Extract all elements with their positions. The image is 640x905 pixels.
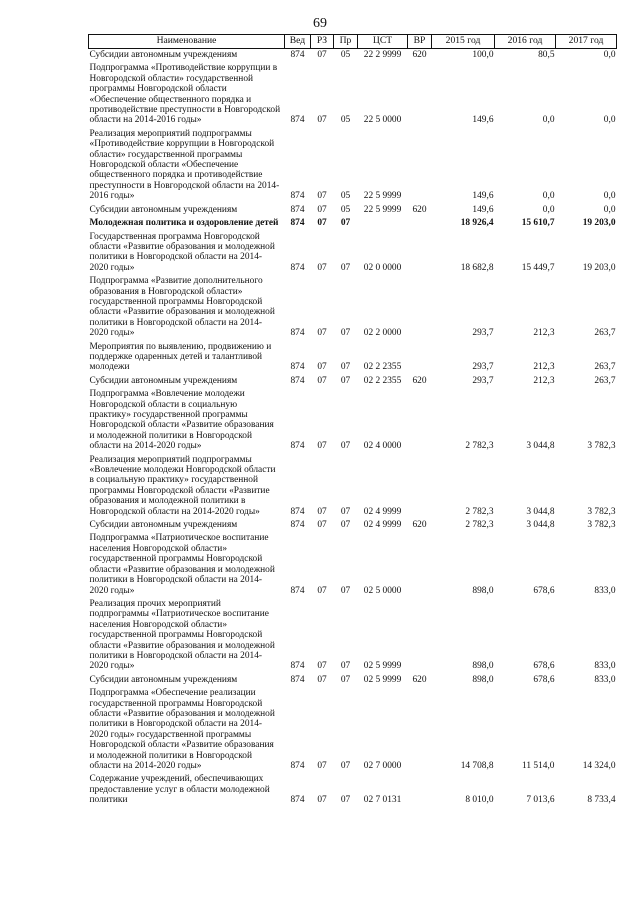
cell-2017: 3 782,3 [587, 506, 616, 517]
cell-2016: 678,6 [533, 585, 555, 596]
cell-2015: 2 782,3 [465, 520, 494, 531]
table-row [89, 773, 617, 807]
cell-2015: 898,0 [472, 674, 494, 685]
cell-name: Реализация мероприятий подпрограммы «Противодействие коррупции в Новгородской области» государственной программы Новгородской области «Обеспечение общественного порядка и противодействие преступности в Новгородской области на 2014-2016 годы» [89, 128, 280, 202]
cell-2017: 0,0 [603, 115, 616, 126]
cell-name: Содержание учреждений, обеспечивающих предоставление услуг в области молодежной политики [89, 774, 270, 806]
cell-vr [408, 275, 432, 340]
cell-2017: 3 782,3 [587, 441, 616, 452]
cell-2015: 2 782,3 [465, 441, 494, 452]
cell-2017: 263,7 [594, 328, 616, 339]
cell-ved: 874 [290, 761, 305, 771]
cell-rz: 07 [317, 441, 327, 452]
cell-vr: 620 [412, 375, 427, 386]
cell-2015: 14 708,8 [460, 761, 494, 771]
table-body [89, 49, 617, 808]
cell-2015: 100,0 [472, 50, 494, 60]
cell-name: Реализация мероприятий подпрограммы «Вовлечение молодежи Новгородской области в социальную практику» государственной программы Новгородской области «Развитие образования и молодежной политики в Новгородской области на 2014-2020 годы» [89, 454, 276, 517]
cell-vr [408, 231, 432, 276]
cell-pr: 07 [340, 761, 351, 771]
cell-cst: 02 7 0000 [363, 761, 402, 771]
cell-vr [408, 454, 432, 519]
cell-rz: 07 [317, 328, 327, 339]
cell-2017: 14 324,0 [582, 761, 616, 771]
cell-pr: 05 [340, 204, 351, 215]
header-pr: Пр [334, 35, 358, 49]
cell-ved: 874 [290, 520, 305, 531]
cell-2015: 149,6 [472, 115, 494, 126]
table-row [89, 598, 617, 674]
header-2016: 2016 год [495, 35, 556, 49]
header-2015: 2015 год [432, 35, 495, 49]
cell-2015: 898,0 [472, 585, 494, 596]
cell-vr [408, 388, 432, 453]
cell-rz: 07 [317, 50, 327, 60]
cell-name: Субсидии автономным учреждениям [89, 520, 238, 531]
table-row [89, 204, 617, 217]
cell-cst: 02 5 9999 [363, 674, 402, 685]
cell-2017: 263,7 [594, 375, 616, 386]
cell-rz: 07 [317, 585, 327, 596]
budget-table [88, 34, 617, 808]
cell-name: Подпрограмма «Противодействие коррупции в Новгородской области» государственной программы Новгородской области «Обеспечение общественного порядка и противодействие преступности в Новгородской области на 2014-2016 годы» [89, 63, 281, 126]
cell-ved: 874 [290, 115, 305, 126]
cell-2015: 293,7 [472, 362, 494, 373]
cell-rz: 07 [317, 218, 327, 229]
cell-pr: 07 [340, 262, 351, 273]
table-row [89, 231, 617, 276]
cell-vr: 620 [412, 204, 427, 215]
table-row [89, 674, 617, 687]
cell-2017: 0,0 [603, 50, 616, 60]
cell-2016: 15 449,7 [521, 262, 555, 273]
cell-name: Субсидии автономным учреждениям [89, 375, 238, 386]
cell-pr: 07 [340, 585, 351, 596]
cell-name: Субсидии автономным учреждениям [89, 50, 238, 60]
cell-vr [408, 62, 432, 127]
cell-2017: 263,7 [594, 362, 616, 373]
cell-rz: 07 [317, 674, 327, 685]
table-row [89, 62, 617, 127]
cell-name: Реализация прочих мероприятий подпрограммы «Патриотическое воспитание населения Новгородской области» государственной программы Новгородской области «Развитие образования и молодежной политики в Новгородской области на 2014-2020 годы» [89, 598, 275, 672]
table-row [89, 375, 617, 388]
cell-ved: 874 [290, 328, 305, 339]
cell-2015: 293,7 [472, 375, 494, 386]
cell-2016: 15 610,7 [521, 218, 555, 229]
cell-vr [408, 532, 432, 597]
cell-pr: 07 [340, 441, 351, 452]
cell-2016: 11 514,0 [522, 761, 555, 771]
cell-ved: 874 [290, 362, 305, 373]
cell-cst: 02 7 0131 [363, 795, 402, 806]
cell-2016: 212,3 [533, 328, 555, 339]
cell-cst: 02 4 0000 [363, 441, 402, 452]
cell-2016: 678,6 [533, 674, 555, 685]
cell-2016: 3 044,8 [526, 506, 555, 517]
header-ved: Вед [285, 35, 311, 49]
cell-pr: 07 [340, 674, 351, 685]
table-row [89, 341, 617, 375]
table-row [89, 128, 617, 204]
cell-2016: 80,5 [538, 50, 555, 60]
cell-name: Подпрограмма «Обеспечение реализации государственной программы Новгородской области «Развитие образования и молодежной политики в Новгородской области на 2014-2020 годы» государственной программы Новгородской области «Развитие образования и молодежной политики в Новгородской области на 2014-2020 годы» [89, 688, 275, 771]
cell-name: Подпрограмма «Патриотическое воспитание населения Новгородской области» государственной программы Новгородской области «Развитие образования и молодежной политики в Новгородской области на 2014-2020 годы» [89, 533, 275, 596]
cell-rz: 07 [317, 115, 327, 126]
cell-name: Молодежная политика и оздоровление детей [89, 218, 279, 229]
table-row [89, 49, 617, 63]
cell-2017: 19 203,0 [582, 262, 616, 273]
cell-ved: 874 [290, 204, 305, 215]
cell-cst: 02 2 2355 [363, 362, 402, 373]
cell-pr: 07 [340, 362, 351, 373]
cell-2017: 833,0 [594, 661, 616, 672]
cell-ved: 874 [290, 50, 305, 60]
cell-2017: 833,0 [594, 674, 616, 685]
cell-pr: 07 [340, 375, 351, 386]
cell-name: Субсидии автономным учреждениям [89, 674, 238, 685]
cell-2016: 212,3 [533, 375, 555, 386]
cell-pr: 07 [340, 218, 351, 229]
cell-2015: 293,7 [472, 328, 494, 339]
cell-ved: 874 [290, 375, 305, 386]
table-row [89, 454, 617, 519]
cell-vr: 620 [412, 50, 427, 60]
header-vr: ВР [408, 35, 432, 49]
cell-name: Мероприятия по выявлению, продвижению и поддержке одаренных детей и талантливой молодежи [89, 341, 272, 373]
cell-2017: 3 782,3 [587, 520, 616, 531]
header-name: Наименование [89, 35, 285, 49]
cell-vr [408, 598, 432, 674]
cell-rz: 07 [317, 191, 327, 202]
cell-cst: 22 2 9999 [363, 50, 402, 60]
cell-rz: 07 [317, 204, 327, 215]
cell-rz: 07 [317, 262, 327, 273]
cell-cst: 02 4 9999 [363, 520, 402, 531]
cell-rz: 07 [317, 362, 327, 373]
cell-2015: 149,6 [472, 191, 494, 202]
cell-2016: 0,0 [542, 115, 555, 126]
cell-2015: 149,6 [472, 204, 494, 215]
table-row [89, 217, 617, 230]
table-row [89, 388, 617, 453]
cell-name: Государственная программа Новгородской области «Развитие образования и молодежной политики в Новгородской области на 2014-2020 годы» [89, 231, 275, 273]
header-2017: 2017 год [556, 35, 617, 49]
cell-cst: 02 5 9999 [363, 661, 402, 672]
table-row [89, 687, 617, 773]
cell-ved: 874 [290, 674, 305, 685]
cell-pr: 07 [340, 520, 351, 531]
cell-ved: 874 [290, 262, 305, 273]
cell-2016: 3 044,8 [526, 441, 555, 452]
cell-2017: 19 203,0 [582, 218, 616, 229]
header-rz: РЗ [311, 35, 334, 49]
header-cst: ЦСТ [358, 35, 408, 49]
cell-pr: 07 [340, 506, 351, 517]
cell-2016: 212,3 [533, 362, 555, 373]
cell-pr: 05 [340, 115, 351, 126]
cell-cst [358, 217, 408, 230]
cell-2017: 8 733,4 [587, 795, 616, 806]
cell-cst: 22 5 0000 [363, 115, 402, 126]
cell-cst: 02 0 0000 [363, 262, 402, 273]
cell-cst: 02 2 2355 [363, 375, 402, 386]
cell-ved: 874 [290, 218, 305, 229]
cell-rz: 07 [317, 761, 327, 771]
cell-pr: 07 [340, 328, 351, 339]
cell-ved: 874 [290, 191, 305, 202]
cell-name: Подпрограмма «Вовлечение молодежи Новгородской области в социальную практику» государственной программы Новгородской области «Развитие образования и молодежной политики в Новгородской области на 2014-2020 годы» [89, 389, 274, 452]
cell-pr: 05 [340, 191, 351, 202]
cell-vr [408, 217, 432, 230]
cell-vr: 620 [412, 674, 427, 685]
cell-pr: 07 [340, 795, 351, 806]
table-row [89, 519, 617, 532]
cell-pr: 07 [340, 661, 351, 672]
cell-pr: 05 [340, 50, 351, 60]
table-row [89, 532, 617, 597]
cell-cst: 22 5 9999 [363, 191, 402, 202]
cell-vr [408, 773, 432, 807]
table-row [89, 275, 617, 340]
table-header [89, 35, 617, 49]
cell-cst: 02 5 0000 [363, 585, 402, 596]
cell-ved: 874 [290, 585, 305, 596]
cell-rz: 07 [317, 520, 327, 531]
cell-cst: 22 5 9999 [363, 204, 402, 215]
cell-ved: 874 [290, 441, 305, 452]
cell-2016: 678,6 [533, 661, 555, 672]
cell-2015: 18 926,4 [460, 218, 494, 229]
cell-vr [408, 128, 432, 204]
cell-2015: 898,0 [472, 661, 494, 672]
cell-2015: 18 682,8 [460, 262, 494, 273]
cell-2016: 0,0 [542, 204, 555, 215]
cell-cst: 02 2 0000 [363, 328, 402, 339]
cell-2016: 0,0 [542, 191, 555, 202]
cell-2015: 2 782,3 [465, 506, 494, 517]
cell-cst: 02 4 9999 [363, 506, 402, 517]
cell-vr: 620 [412, 520, 427, 531]
cell-2017: 0,0 [603, 204, 616, 215]
cell-vr [408, 341, 432, 375]
cell-name: Подпрограмма «Развитие дополнительного образования в Новгородской области» государственной программы Новгородской области «Развитие образования и молодежной политики в Новгородской области на 2014-2020 годы» [89, 276, 275, 339]
cell-ved: 874 [290, 661, 305, 672]
cell-rz: 07 [317, 661, 327, 672]
cell-vr [408, 687, 432, 773]
cell-rz: 07 [317, 506, 327, 517]
cell-rz: 07 [317, 375, 327, 386]
cell-rz: 07 [317, 795, 327, 806]
cell-2017: 0,0 [603, 191, 616, 202]
cell-2017: 833,0 [594, 585, 616, 596]
page-number: 69 [313, 16, 327, 31]
cell-2016: 7 013,6 [526, 795, 555, 806]
cell-ved: 874 [290, 795, 305, 806]
cell-name: Субсидии автономным учреждениям [89, 204, 238, 215]
cell-2016: 3 044,8 [526, 520, 555, 531]
cell-ved: 874 [290, 506, 305, 517]
cell-2015: 8 010,0 [465, 795, 494, 806]
